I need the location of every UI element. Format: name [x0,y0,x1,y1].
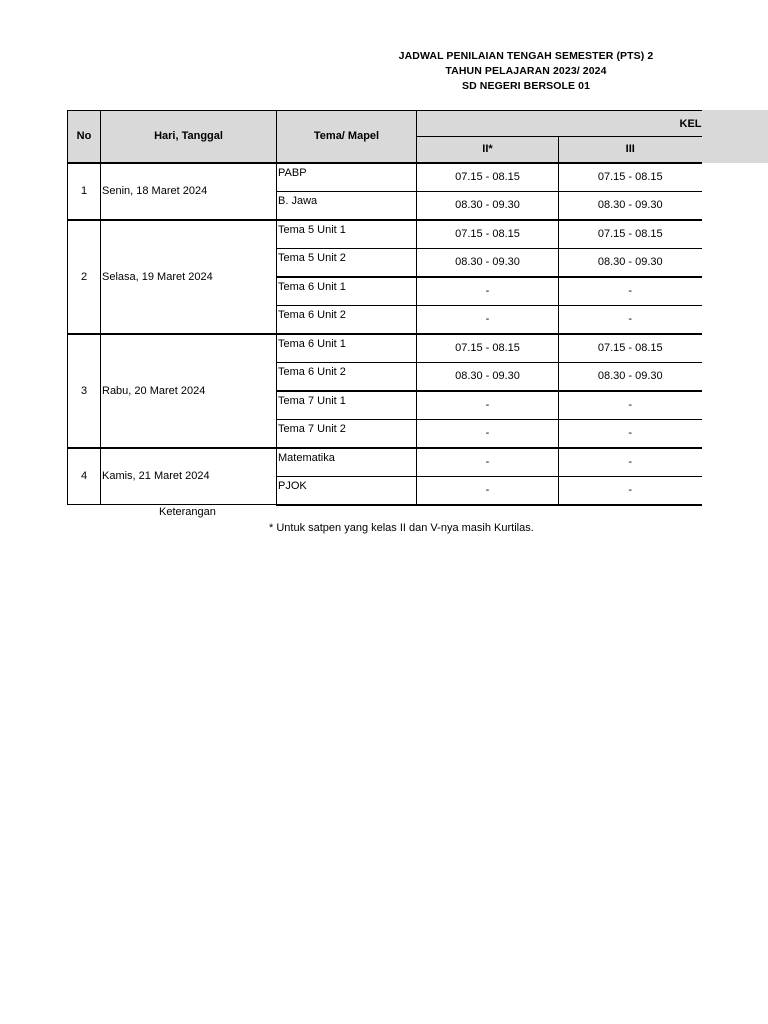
subject-cell: Tema 6 Unit 2 [277,362,417,391]
day-date: Kamis, 21 Maret 2024 [101,448,277,505]
time-cell-class-a: 08.30 - 09.30 [417,362,559,391]
time-cell-class-a: 07.15 - 08.15 [417,163,559,192]
day-number: 2 [68,220,101,334]
time-cell-class-b: 08.30 - 09.30 [559,191,702,220]
time-cell-class-a: - [417,305,559,334]
table-row [68,163,702,192]
subject-cell: Tema 6 Unit 2 [277,305,417,334]
header-extension [702,110,768,163]
time-cell-class-b: 07.15 - 08.15 [559,334,702,363]
school-name: SD NEGERI BERSOLE 01 [461,80,591,92]
time-cell-class-b: - [559,448,702,477]
time-cell-class-a: 08.30 - 09.30 [417,248,559,277]
time-cell-class-b: - [559,419,702,448]
time-cell-class-a: - [417,419,559,448]
subject-cell: Tema 7 Unit 1 [277,391,417,420]
subject-cell: PABP [277,163,417,192]
time-cell-class-a: 08.30 - 09.30 [417,191,559,220]
header-subject: Tema/ Mapel [277,111,417,163]
subject-cell: PJOK [277,476,417,505]
table-row [68,334,702,363]
day-number: 3 [68,334,101,448]
document-title: JADWAL PENILAIAN TENGAH SEMESTER (PTS) 2 [398,50,654,62]
day-number: 1 [68,163,101,220]
schedule-table [67,110,702,506]
notes-text: * Untuk satpen yang kelas II dan V-nya masih Kurtilas. [269,522,534,534]
header-date: Hari, Tanggal [101,111,277,163]
subject-cell: Tema 5 Unit 1 [277,220,417,249]
time-cell-class-a: 07.15 - 08.15 [417,334,559,363]
document-title-block [300,49,752,94]
time-cell-class-b: 07.15 - 08.15 [559,220,702,249]
header-no: No [68,111,101,163]
time-cell-class-a: 07.15 - 08.15 [417,220,559,249]
time-cell-class-a: - [417,391,559,420]
time-cell-class-a: - [417,476,559,505]
notes-label: Keterangan [159,506,216,518]
subject-cell: Tema 6 Unit 1 [277,334,417,363]
subject-cell: Tema 5 Unit 2 [277,248,417,277]
table-row [68,448,702,477]
table-row [68,220,702,249]
header-kelas: KEL [417,111,702,137]
subject-cell: B. Jawa [277,191,417,220]
time-cell-class-a: - [417,277,559,306]
time-cell-class-b: 07.15 - 08.15 [559,163,702,192]
header-class-a: II* [417,137,559,163]
subject-cell: Matematika [277,448,417,477]
time-cell-class-b: - [559,305,702,334]
subject-cell: Tema 7 Unit 2 [277,419,417,448]
time-cell-class-b: - [559,391,702,420]
schedule-body [68,163,702,505]
header-class-b: III [559,137,702,163]
time-cell-class-b: - [559,277,702,306]
time-cell-class-a: - [417,448,559,477]
subject-cell: Tema 6 Unit 1 [277,277,417,306]
academic-year: TAHUN PELAJARAN 2023/ 2024 [445,65,607,77]
day-date: Rabu, 20 Maret 2024 [101,334,277,448]
time-cell-class-b: - [559,476,702,505]
day-date: Selasa, 19 Maret 2024 [101,220,277,334]
time-cell-class-b: 08.30 - 09.30 [559,248,702,277]
day-number: 4 [68,448,101,505]
time-cell-class-b: 08.30 - 09.30 [559,362,702,391]
day-date: Senin, 18 Maret 2024 [101,163,277,220]
